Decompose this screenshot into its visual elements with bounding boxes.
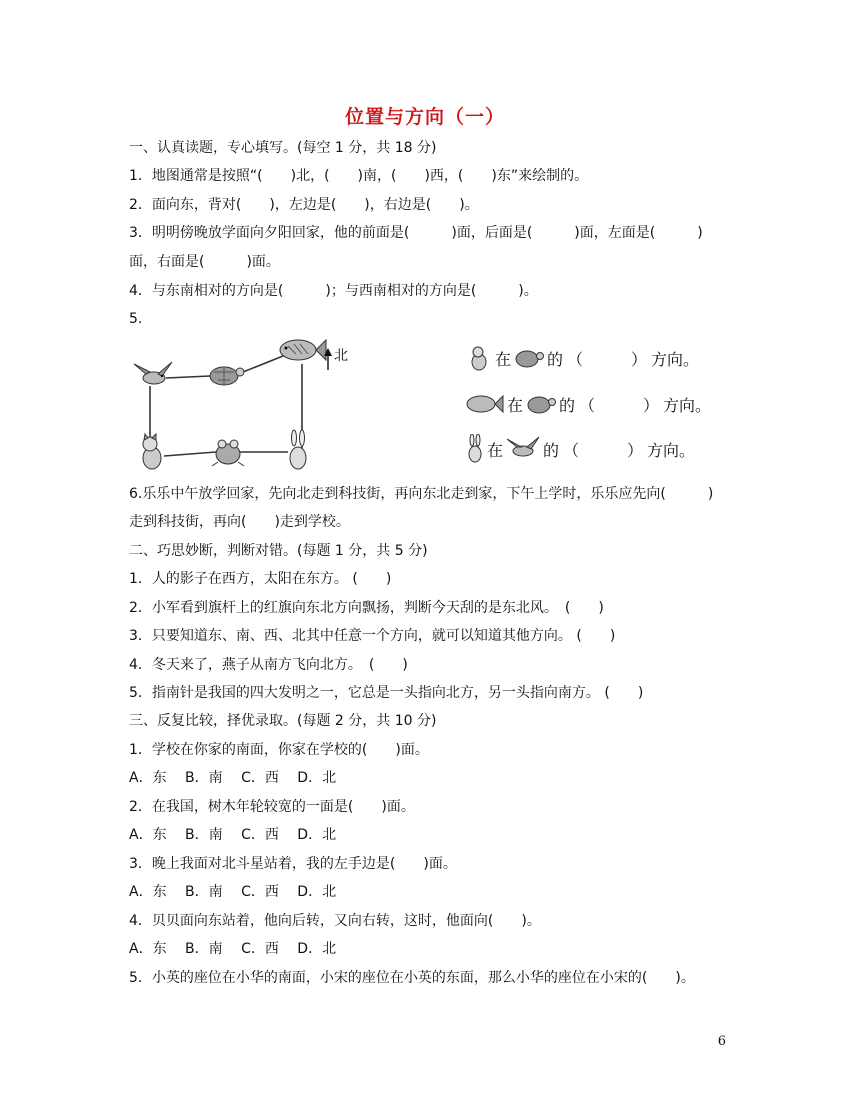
s2-q5: 5．指南针是我国的四大发明之一，它总是一头指向北方，另一头指向南方。 ( ) — [129, 685, 644, 701]
cat-icon — [465, 344, 493, 372]
answer-blank[interactable]: （ ） — [567, 349, 648, 369]
rabbit-icon — [465, 434, 485, 464]
turtle-icon — [513, 344, 545, 372]
word-zai: 在 — [507, 395, 524, 415]
s1-q1: 1．地图通常是按照“( )北，( )南，( )西，( )东”来绘制的。 — [129, 168, 589, 184]
fish-icon — [280, 340, 326, 360]
q5-row-1 — [465, 344, 701, 372]
page-number: 6 — [717, 1034, 726, 1049]
s3-q4: 4．贝贝面向东站着，他向后转，又向右转，这时，他面向( )。 — [129, 913, 541, 929]
section1-heading: 一、认真读题，专心填写。(每空 1 分，共 18 分) — [129, 140, 437, 156]
s1-q5: 5. — [129, 311, 143, 327]
turtle-icon — [525, 390, 557, 418]
animal-map-diagram — [128, 334, 448, 474]
word-de: 的 — [559, 395, 576, 415]
q5-row-3 — [465, 434, 697, 464]
s2-q1: 1．人的影子在西方，太阳在东方。 ( ) — [129, 571, 392, 587]
s3-q2: 2．在我国，树木年轮较宽的一面是( )面。 — [129, 799, 415, 815]
bird-icon — [134, 362, 172, 384]
section3-heading: 三、反复比较，择优录取。(每题 2 分，共 10 分) — [129, 713, 437, 729]
s2-q2: 2．小军看到旗杆上的红旗向东北方向飘扬，判断今天刮的是东北风。 ( ) — [129, 600, 604, 616]
fish-icon — [465, 390, 505, 418]
section2-heading: 二、巧思妙断，判断对错。(每题 1 分，共 5 分) — [129, 543, 428, 559]
word-zai: 在 — [495, 349, 512, 369]
suffix-text: 方向。 — [663, 395, 712, 415]
turtle-icon — [210, 367, 244, 385]
s1-q6-line1: 6.乐乐中午放学回家，先向北走到科技街，再向东北走到家，下午上学时，乐乐应先向( ) — [129, 486, 714, 502]
s1-q2: 2．面向东，背对( )，左边是( )，右边是( )。 — [129, 197, 479, 213]
frog-icon — [212, 440, 244, 466]
rabbit-icon — [290, 430, 306, 469]
s1-q3-line2: 面，右面是( )面。 — [129, 254, 280, 270]
s2-q3: 3．只要知道东、南、西、北其中任意一个方向，就可以知道其他方向。 ( ) — [129, 628, 616, 644]
s3-q1: 1．学校在你家的南面，你家在学校的( )面。 — [129, 742, 429, 758]
page-title: 位置与方向（一） — [344, 106, 505, 128]
bird-icon — [505, 435, 541, 463]
word-zai: 在 — [487, 440, 504, 460]
suffix-text: 方向。 — [651, 349, 700, 369]
s3-q1-options: A．东 B．南 C．西 D．北 — [129, 770, 337, 786]
answer-blank[interactable]: （ ） — [563, 440, 644, 460]
cat-icon — [143, 434, 161, 469]
s2-q4: 4．冬天来了，燕子从南方飞向北方。 ( ) — [129, 657, 408, 673]
s3-q2-options: A．东 B．南 C．西 D．北 — [129, 827, 337, 843]
s3-q4-options: A．东 B．南 C．西 D．北 — [129, 941, 337, 957]
s1-q3-line1: 3．明明傍晚放学面向夕阳回家，他的前面是( )面，后面是( )面，左面是( ) — [129, 225, 703, 241]
s1-q6-line2: 走到科技街，再向( )走到学校。 — [129, 514, 350, 530]
north-label: 北 — [334, 348, 348, 364]
s3-q3: 3．晚上我面对北斗星站着，我的左手边是( )面。 — [129, 856, 457, 872]
word-de: 的 — [547, 349, 564, 369]
answer-blank[interactable]: （ ） — [579, 395, 660, 415]
q5-row-2 — [465, 390, 713, 418]
s3-q5: 5．小英的座位在小华的南面，小宋的座位在小英的东面，那么小华的座位在小宋的( )。 — [129, 970, 695, 986]
s3-q3-options: A．东 B．南 C．西 D．北 — [129, 884, 337, 900]
suffix-text: 方向。 — [647, 440, 696, 460]
s1-q4: 4．与东南相对的方向是( )；与西南相对的方向是( )。 — [129, 283, 538, 299]
word-de: 的 — [543, 440, 560, 460]
